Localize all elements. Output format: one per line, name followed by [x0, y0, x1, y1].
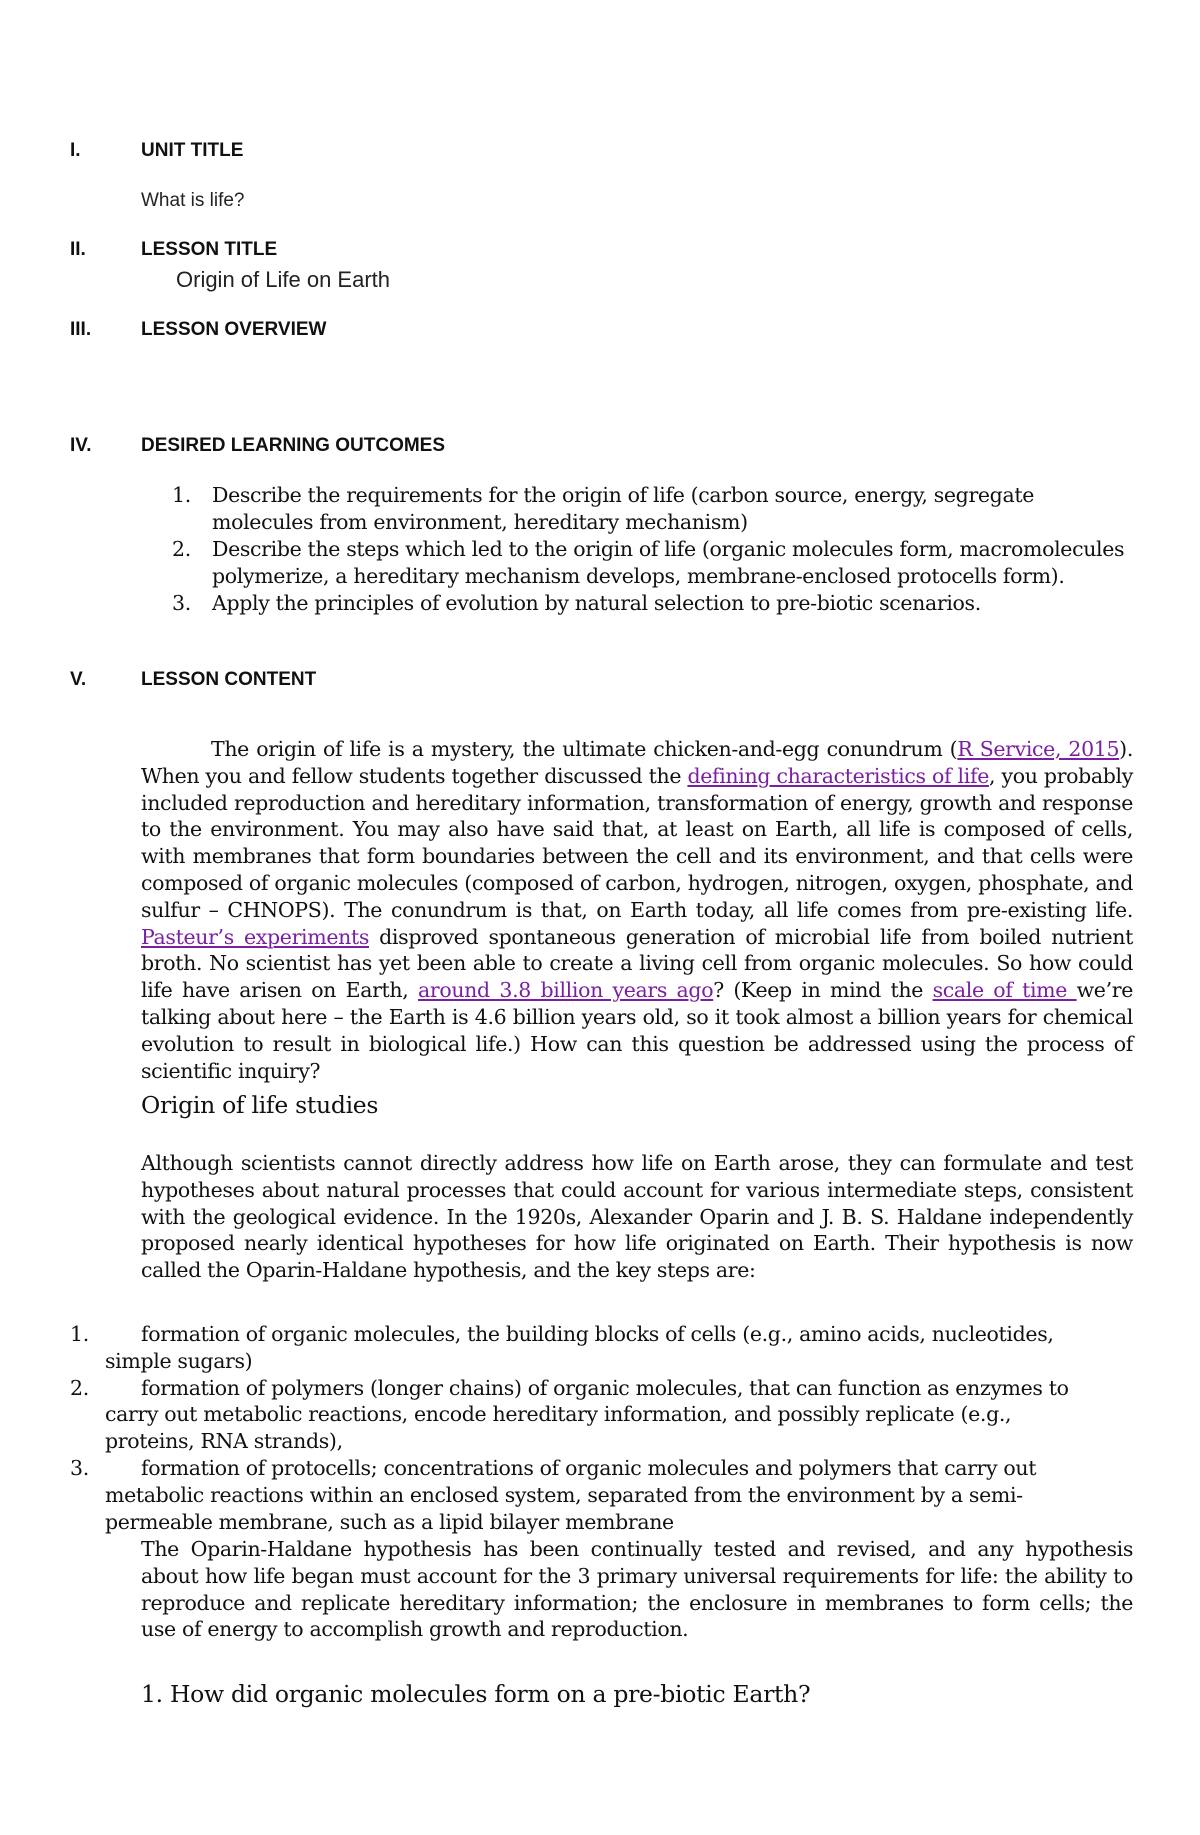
- outcome-number: 3.: [172, 591, 191, 615]
- section-2-number: II.: [70, 239, 86, 260]
- outcome-item: [172, 482, 1132, 536]
- outcome-text: Describe the steps which led to the origin of life (organic molecules form, macromolecules polymerize, a hereditary mechanism develops, membrane-enclosed protocells form).: [212, 537, 1125, 588]
- lesson-title-value: Origin of Life on Earth: [176, 267, 391, 292]
- step-number: 1.: [70, 1322, 89, 1346]
- link-r-service[interactable]: R Service, 2015: [957, 737, 1120, 761]
- link-scale-of-time[interactable]: scale of time: [932, 978, 1077, 1003]
- section-5-number: V.: [70, 669, 87, 690]
- revision-paragraph: The Oparin-Haldane hypothesis has been continually tested and revised, and any hypothesis about how life began must account for the 3 primary universal requirements for life: the ability to reproduce and replicate hereditary information; the enclosure in membranes to form cells; the use of energy to accomplish growth and reproduction.: [141, 1537, 1133, 1642]
- section-1-title: UNIT TITLE: [141, 140, 244, 161]
- question-1-heading: 1. How did organic molecules form on a pre-biotic Earth?: [141, 1680, 811, 1708]
- section-3-number: III.: [70, 319, 92, 340]
- section-4-number: IV.: [70, 435, 92, 456]
- step-text: formation of organic molecules, the building blocks of cells (e.g., amino acids, nucleotides, simple sugars): [105, 1322, 1054, 1373]
- intro-paragraph: The origin of life is a mystery, the ultimate chicken-and-egg conundrum (R Service, 2015). When you and fellow students together discussed the defining characteristics of life, you probably included reproduction and hereditary information, transformation of energy, growth and response to the environment. You may also have said that, at least on Earth, all life is composed of cells, with membranes that form boundaries between the cell and its environment, and that cells were composed of organic molecules (composed of carbon, hydrogen, nitrogen, oxygen, phosphate, and sulfur – CHNOPS). The conundrum is that, on Earth today, all life comes from pre-existing life. Pasteur’s experiments disproved spontaneous generation of microbial life from boiled nutrient broth. No scientist has yet been able to create a living cell from organic molecules. So how could life have arisen on Earth, around 3.8 billion years ago? (Keep in mind the scale of time we’re talking about here – the Earth is 4.6 billion years old, so it took almost a billion years for chemical evolution to result in biological life.) How can this question be addressed using the process of scientific inquiry?: [141, 737, 1134, 1083]
- section-3-title: LESSON OVERVIEW: [141, 319, 327, 340]
- step-item: [70, 1375, 1105, 1455]
- step-number: 3.: [70, 1455, 89, 1480]
- section-4-title: DESIRED LEARNING OUTCOMES: [141, 435, 446, 456]
- unit-title-value: What is life?: [141, 190, 245, 211]
- outcome-text: Describe the requirements for the origin of life (carbon source, energy, segregate molecules from environment, hereditary mechanism): [212, 483, 1035, 534]
- outcome-item: [172, 590, 1132, 617]
- link-pasteur-experiments[interactable]: Pasteur’s experiments: [141, 924, 370, 949]
- outcome-item: [172, 536, 1132, 590]
- outcome-number: 1.: [172, 483, 191, 507]
- step-item: [70, 1321, 1105, 1375]
- step-text: formation of polymers (longer chains) of organic molecules, that can function as enzymes to carry out metabolic reactions, encode hereditary information, and possibly replicate (e.g., proteins, RNA strands),: [105, 1375, 1069, 1454]
- step-item: [70, 1455, 1105, 1535]
- hypothesis-steps-list: [70, 1321, 1105, 1535]
- origin-studies-heading: Origin of life studies: [141, 1091, 379, 1119]
- step-number: 2.: [70, 1375, 89, 1400]
- section-1-number: I.: [70, 140, 81, 161]
- learning-outcomes-list: [172, 482, 1132, 617]
- outcome-text: Apply the principles of evolution by natural selection to pre-biotic scenarios.: [212, 591, 981, 615]
- link-defining-characteristics[interactable]: defining characteristics of life: [687, 763, 989, 788]
- section-2-title: LESSON TITLE: [141, 239, 278, 260]
- outcome-number: 2.: [172, 537, 191, 561]
- section-5-title: LESSON CONTENT: [141, 669, 317, 690]
- link-3-8-billion-years[interactable]: around 3.8 billion years ago: [418, 978, 714, 1003]
- origin-paragraph: Although scientists cannot directly address how life on Earth arose, they can formulate and test hypotheses about natural processes that could account for various intermediate steps, consistent with the geological evidence. In the 1920s, Alexander Oparin and J. B. S. Haldane independently proposed nearly identical hypotheses for how life originated on Earth. Their hypothesis is now called the Oparin-Haldane hypothesis, and the key steps are:: [141, 1151, 1133, 1283]
- step-text: formation of protocells; concentrations of organic molecules and polymers that carry out metabolic reactions within an enclosed system, separated from the environment by a semi-permeable membrane, such as a lipid bilayer membrane: [105, 1455, 1037, 1534]
